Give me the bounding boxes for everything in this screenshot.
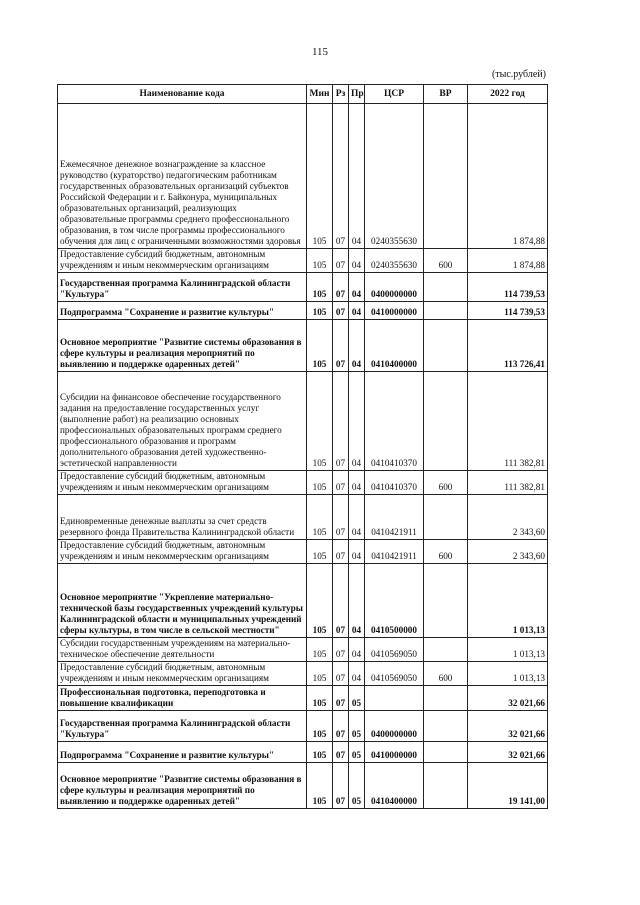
table-row bbox=[58, 763, 548, 809]
table-row bbox=[58, 372, 548, 471]
cell-amount: 32 021,66 bbox=[468, 711, 548, 742]
cell-csr: 0240355630 bbox=[365, 104, 424, 249]
table-row bbox=[58, 564, 548, 638]
cell-min: 105 bbox=[307, 104, 333, 249]
cell-amount: 1 013,13 bbox=[468, 564, 548, 638]
cell-name: Основное мероприятие "Развитие системы образования в сфере культуры и реализация мероприятий по выявлению и поддержке одаренных детей" bbox=[58, 320, 307, 372]
cell-min: 105 bbox=[307, 686, 333, 711]
cell-pr: 04 bbox=[349, 249, 365, 273]
table-row bbox=[58, 249, 548, 273]
cell-csr: 0410400000 bbox=[365, 763, 424, 809]
cell-min: 105 bbox=[307, 471, 333, 495]
cell-pr: 04 bbox=[349, 662, 365, 686]
cell-name: Государственная программа Калининградской области "Культура" bbox=[58, 711, 307, 742]
cell-rz: 07 bbox=[333, 638, 349, 662]
cell-rz: 07 bbox=[333, 662, 349, 686]
header-min: Мин bbox=[307, 85, 333, 104]
cell-pr: 04 bbox=[349, 273, 365, 302]
cell-min: 105 bbox=[307, 742, 333, 763]
cell-rz: 07 bbox=[333, 686, 349, 711]
cell-name: Профессиональная подготовка, переподготовка и повышение квалификации bbox=[58, 686, 307, 711]
cell-amount: 32 021,66 bbox=[468, 742, 548, 763]
cell-csr: 0410000000 bbox=[365, 302, 424, 320]
cell-amount: 32 021,66 bbox=[468, 686, 548, 711]
cell-rz: 07 bbox=[333, 711, 349, 742]
cell-amount: 1 013,13 bbox=[468, 638, 548, 662]
cell-amount: 2 343,60 bbox=[468, 495, 548, 540]
cell-name: Основное мероприятие "Укрепление материально-технической базы государственных учреждений культуры Калининградской области и муниципальных учреждений сферы культуры, в том числе в сельской местности" bbox=[58, 564, 307, 638]
cell-rz: 07 bbox=[333, 320, 349, 372]
cell-min: 105 bbox=[307, 495, 333, 540]
cell-min: 105 bbox=[307, 372, 333, 471]
cell-min: 105 bbox=[307, 302, 333, 320]
table-header-row bbox=[58, 85, 548, 104]
header-pr: Пр bbox=[349, 85, 365, 104]
cell-amount: 114 739,53 bbox=[468, 302, 548, 320]
cell-pr: 05 bbox=[349, 711, 365, 742]
cell-vr bbox=[424, 104, 468, 249]
table-row bbox=[58, 711, 548, 742]
cell-rz: 07 bbox=[333, 471, 349, 495]
header-name: Наименование кода bbox=[58, 85, 307, 104]
cell-csr: 0400000000 bbox=[365, 273, 424, 302]
cell-csr: 0410000000 bbox=[365, 742, 424, 763]
table-row bbox=[58, 638, 548, 662]
cell-rz: 07 bbox=[333, 372, 349, 471]
cell-vr: 600 bbox=[424, 540, 468, 564]
cell-name: Предоставление субсидий бюджетным, автономным учреждениям и иным некоммерческим организациям bbox=[58, 662, 307, 686]
cell-csr: 0410569050 bbox=[365, 638, 424, 662]
cell-vr: 600 bbox=[424, 471, 468, 495]
cell-pr: 04 bbox=[349, 302, 365, 320]
cell-vr: 600 bbox=[424, 249, 468, 273]
table-row bbox=[58, 686, 548, 711]
cell-vr bbox=[424, 372, 468, 471]
cell-name: Субсидии государственным учреждениям на материально-техническое обеспечение деятельности bbox=[58, 638, 307, 662]
cell-pr: 05 bbox=[349, 763, 365, 809]
cell-min: 105 bbox=[307, 662, 333, 686]
cell-rz: 07 bbox=[333, 495, 349, 540]
cell-vr bbox=[424, 302, 468, 320]
cell-min: 105 bbox=[307, 763, 333, 809]
cell-vr bbox=[424, 742, 468, 763]
cell-rz: 07 bbox=[333, 564, 349, 638]
cell-name: Предоставление субсидий бюджетным, автономным учреждениям и иным некоммерческим организациям bbox=[58, 249, 307, 273]
cell-rz: 07 bbox=[333, 273, 349, 302]
cell-min: 105 bbox=[307, 249, 333, 273]
cell-name: Ежемесячное денежное вознаграждение за классное руководство (кураторство) педагогическим работникам государственных образовательных организаций субъектов Российской Федерации и г. Байконура, муниципальных образовательных организаций, реализующих образовательные программы среднего профессионального образования, в том числе программы профессионального обучения для лиц с ограниченными возможностями здоровья bbox=[58, 104, 307, 249]
header-year: 2022 год bbox=[468, 85, 548, 104]
cell-csr: 0410400000 bbox=[365, 320, 424, 372]
cell-csr: 0410500000 bbox=[365, 564, 424, 638]
cell-pr: 04 bbox=[349, 471, 365, 495]
cell-csr: 0410410370 bbox=[365, 372, 424, 471]
cell-pr: 05 bbox=[349, 742, 365, 763]
cell-vr bbox=[424, 763, 468, 809]
cell-pr: 04 bbox=[349, 638, 365, 662]
page-number: 115 bbox=[311, 46, 329, 58]
cell-pr: 04 bbox=[349, 320, 365, 372]
cell-vr bbox=[424, 320, 468, 372]
cell-csr: 0410410370 bbox=[365, 471, 424, 495]
cell-rz: 07 bbox=[333, 763, 349, 809]
cell-csr: 0410421911 bbox=[365, 495, 424, 540]
table-row bbox=[58, 742, 548, 763]
cell-min: 105 bbox=[307, 711, 333, 742]
table-row bbox=[58, 540, 548, 564]
cell-amount: 19 141,00 bbox=[468, 763, 548, 809]
cell-rz: 07 bbox=[333, 249, 349, 273]
cell-vr bbox=[424, 711, 468, 742]
cell-csr: 0410421911 bbox=[365, 540, 424, 564]
cell-pr: 04 bbox=[349, 540, 365, 564]
cell-rz: 07 bbox=[333, 540, 349, 564]
table-row bbox=[58, 495, 548, 540]
cell-pr: 04 bbox=[349, 372, 365, 471]
cell-vr bbox=[424, 273, 468, 302]
header-rz: Рз bbox=[333, 85, 349, 104]
cell-amount: 1 013,13 bbox=[468, 662, 548, 686]
cell-name: Подпрограмма "Сохранение и развитие культуры" bbox=[58, 742, 307, 763]
budget-table bbox=[57, 84, 548, 809]
cell-pr: 05 bbox=[349, 686, 365, 711]
cell-rz: 07 bbox=[333, 104, 349, 249]
cell-min: 105 bbox=[307, 540, 333, 564]
cell-amount: 111 382,81 bbox=[468, 372, 548, 471]
header-vr: ВР bbox=[424, 85, 468, 104]
cell-name: Субсидии на финансовое обеспечение государственного задания на предоставление государственных услуг (выполнение работ) на реализацию основных профессиональных образовательных программ среднего профессионального образования и программ дополнительного образования детей художественно-эстетической направленности bbox=[58, 372, 307, 471]
cell-name: Предоставление субсидий бюджетным, автономным учреждениям и иным некоммерческим организациям bbox=[58, 540, 307, 564]
table-row bbox=[58, 104, 548, 249]
table-row bbox=[58, 471, 548, 495]
units-label: (тыс.рублей) bbox=[491, 69, 546, 80]
cell-amount: 111 382,81 bbox=[468, 471, 548, 495]
header-csr: ЦСР bbox=[365, 85, 424, 104]
cell-pr: 04 bbox=[349, 495, 365, 540]
cell-min: 105 bbox=[307, 564, 333, 638]
cell-amount: 1 874,88 bbox=[468, 104, 548, 249]
cell-amount: 1 874,88 bbox=[468, 249, 548, 273]
table-row bbox=[58, 320, 548, 372]
cell-amount: 2 343,60 bbox=[468, 540, 548, 564]
cell-vr bbox=[424, 564, 468, 638]
table-row bbox=[58, 273, 548, 302]
cell-amount: 114 739,53 bbox=[468, 273, 548, 302]
cell-vr bbox=[424, 638, 468, 662]
cell-vr bbox=[424, 495, 468, 540]
cell-csr bbox=[365, 686, 424, 711]
cell-min: 105 bbox=[307, 638, 333, 662]
cell-name: Предоставление субсидий бюджетным, автономным учреждениям и иным некоммерческим организациям bbox=[58, 471, 307, 495]
cell-rz: 07 bbox=[333, 742, 349, 763]
cell-csr: 0410569050 bbox=[365, 662, 424, 686]
table-row bbox=[58, 662, 548, 686]
cell-pr: 04 bbox=[349, 104, 365, 249]
cell-min: 105 bbox=[307, 320, 333, 372]
cell-vr bbox=[424, 686, 468, 711]
cell-csr: 0240355630 bbox=[365, 249, 424, 273]
cell-min: 105 bbox=[307, 273, 333, 302]
cell-name: Подпрограмма "Сохранение и развитие культуры" bbox=[58, 302, 307, 320]
cell-vr: 600 bbox=[424, 662, 468, 686]
cell-name: Основное мероприятие "Развитие системы образования в сфере культуры и реализация мероприятий по выявлению и поддержке одаренных детей" bbox=[58, 763, 307, 809]
cell-amount: 113 726,41 bbox=[468, 320, 548, 372]
cell-name: Единовременные денежные выплаты за счет средств резервного фонда Правительства Калининградской области bbox=[58, 495, 307, 540]
cell-rz: 07 bbox=[333, 302, 349, 320]
cell-name: Государственная программа Калининградской области "Культура" bbox=[58, 273, 307, 302]
cell-pr: 04 bbox=[349, 564, 365, 638]
cell-csr: 0400000000 bbox=[365, 711, 424, 742]
table-row bbox=[58, 302, 548, 320]
